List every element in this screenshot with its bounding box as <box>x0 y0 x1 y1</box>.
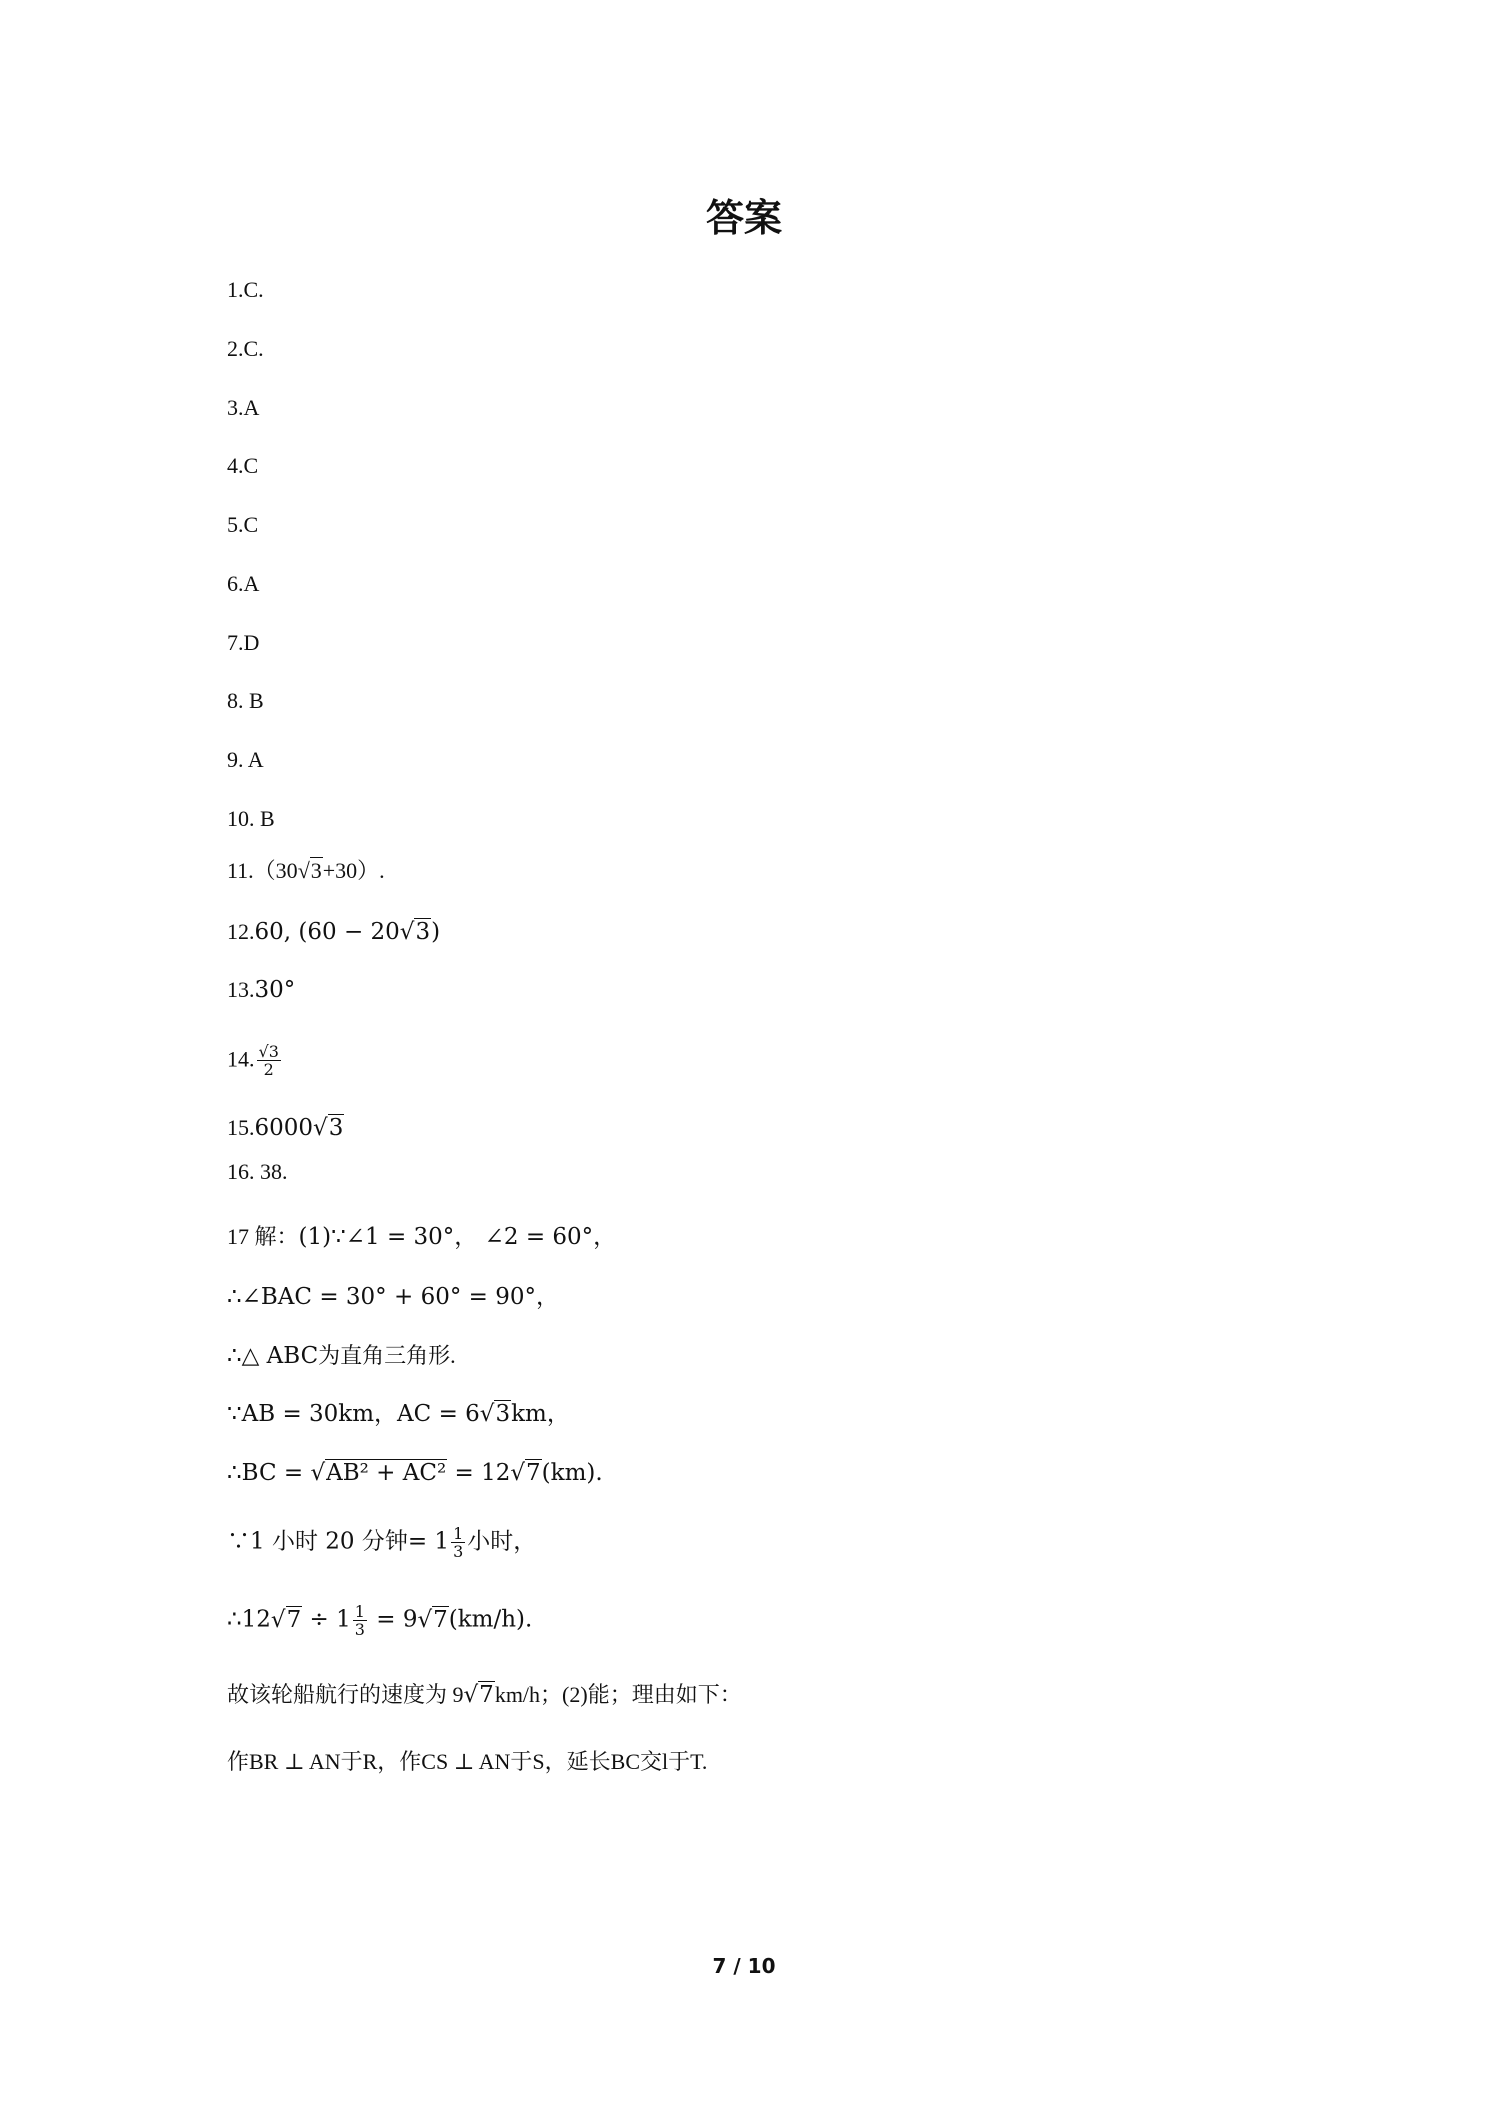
solution-17-line-6: ∵1 小时 20 分钟= 1 $\frac{1}{3}$ 小时， <box>227 1524 537 1561</box>
answer-3: 3.A <box>227 395 260 420</box>
answer-12: 12.60, (60 − 20√3) <box>227 919 441 945</box>
sqrt-symbol: √7 <box>463 1682 494 1708</box>
solution-17-line-3: ∴△ ABC为直角三角形. <box>227 1343 456 1369</box>
solution-17-line-9: 作BR ⊥ AN于R，作CS ⊥ AN于S，延长BC交l于T. <box>227 1749 708 1774</box>
sqrt-symbol: √AB² + AC² <box>310 1460 447 1486</box>
answer-9: 9. A <box>227 747 264 772</box>
solution-17-line-5: ∴BC = √AB² + AC² = 12√7(km). <box>227 1460 603 1486</box>
fraction: $\frac{1}{3}$ <box>453 1524 464 1561</box>
answer-7: 7.D <box>227 630 260 655</box>
answer-6: 6.A <box>227 571 260 596</box>
answer-13 <box>227 975 295 1006</box>
sqrt-symbol: √3 <box>479 1401 511 1427</box>
sqrt-symbol: √7 <box>417 1606 448 1633</box>
sqrt-symbol: √7 <box>270 1606 302 1633</box>
answer-15-prefix: 15. <box>227 1115 255 1140</box>
answer-11-suffix: +30）. <box>322 858 385 883</box>
fraction: $\frac{√3}{2}$ <box>258 1042 279 1079</box>
answer-5: 5.C <box>227 512 259 537</box>
sqrt-symbol: √3 <box>399 919 431 945</box>
answer-2: 2.C. <box>227 336 264 361</box>
solution-17-line-1: 17 解：(1)∵∠1 = 30°， ∠2 = 60°， <box>227 1224 617 1250</box>
answer-12-math: 60, (60 − 20 <box>254 919 400 945</box>
page-number: 7 / 10 <box>712 1954 776 1978</box>
sqrt-symbol: √3 <box>297 858 322 883</box>
answer-14-prefix: 14. <box>227 1046 255 1072</box>
answer-11 <box>227 856 385 886</box>
answer-16: 16. 38. <box>227 1159 288 1184</box>
answer-10: 10. B <box>227 806 275 831</box>
sqrt-symbol: √3 <box>313 1115 344 1141</box>
solution-17-line-4: ∵AB = 30km，AC = 6√3km， <box>227 1401 570 1427</box>
answer-14 <box>227 1043 283 1078</box>
answer-1: 1.C. <box>227 277 264 302</box>
answer-13-prefix: 13. <box>227 977 255 1002</box>
answer-15: 15.6000√3 <box>227 1115 344 1141</box>
solution-17-line-7: ∴12√7 ÷ 1 $\frac{1}{3}$ = 9√7(km/h). <box>227 1602 533 1639</box>
fraction: $\frac{1}{3}$ <box>354 1602 365 1639</box>
answer-12-prefix: 12. <box>227 919 255 944</box>
answer-11-prefix: 11.（30 <box>227 858 298 883</box>
page-title: 答案 <box>705 196 782 240</box>
sqrt-symbol: √7 <box>510 1460 541 1486</box>
answer-8: 8. B <box>227 688 264 713</box>
solution-17-line-8: 故该轮船航行的速度为 9√7km/h；(2)能；理由如下： <box>227 1682 742 1708</box>
answer-13-math: 30° <box>254 977 296 1003</box>
answer-4: 4.C <box>227 453 259 478</box>
solution-17-line-2: ∴∠BAC = 30° + 60° = 90°， <box>227 1284 559 1310</box>
